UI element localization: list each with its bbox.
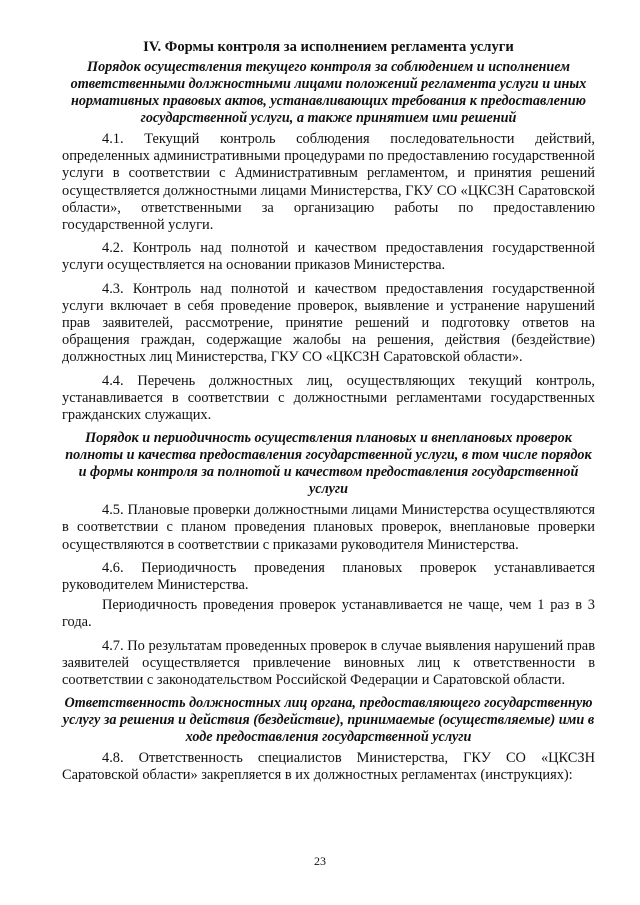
paragraph-4-7: 4.7. По результатам проведенных проверок в случае выявления нарушений прав заявителей осуществляется привлечение виновных лиц к ответственности в соответствии с законодательством Российской Федерации и Саратовской области. xyxy=(62,637,595,689)
subheading-responsibility: Ответственность должностных лиц органа, предоставляющего государственную услугу за решения и действия (бездействие), принимаемые (осуществляемые) ими в ходе предоставления государственной услуги xyxy=(62,695,595,746)
paragraph-4-4: 4.4. Перечень должностных лиц, осуществляющих текущий контроль, устанавливается в соответствии с должностными регламентами государственных гражданских служащих. xyxy=(62,372,595,424)
subheading-current-control: Порядок осуществления текущего контроля за соблюдением и исполнением ответственными должностными лицами положений регламента услуги и иных нормативных правовых актов, устанавливающих требования к предоставлению государственной услуги, а также принятием ими решений xyxy=(70,59,587,126)
section-title: IV. Формы контроля за исполнением регламента услуги xyxy=(143,39,514,55)
paragraph-4-8: 4.8. Ответственность специалистов Министерства, ГКУ СО «ЦКСЗН Саратовской области» закрепляется в их должностных регламентах (инструкциях): xyxy=(62,750,595,784)
subheading-inspections: Порядок и периодичность осуществления плановых и внеплановых проверок полноты и качества предоставления государственной услуги, в том числе порядок и формы контроля за полнотой и качеством предоставления государственной услуги xyxy=(65,430,592,498)
paragraph-4-5: 4.5. Плановые проверки должностными лицами Министерства осуществляются в соответствии с планом проведения плановых проверок, внеплановые проверки осуществляются в соответствии с приказами руководителя Министерства. xyxy=(62,502,595,553)
paragraph-frequency: Периодичность проведения проверок устанавливается не чаще, чем 1 раз в 3 года. xyxy=(62,597,595,631)
paragraph-4-1: 4.1. Текущий контроль соблюдения последовательности действий, определенных административными процедурами по предоставлению государственной услуги в соответствии с Административным регламентом, и принятия решений осуществляется должностными лицами Министерства, ГКУ СО «ЦКСЗН Саратовской области», ответственными за организацию работы по предоставлению государственной услуги. xyxy=(62,131,595,234)
paragraph-4-6: 4.6. Периодичность проведения плановых проверок устанавливается руководителем Министерства. xyxy=(62,559,595,594)
paragraph-4-3: 4.3. Контроль над полнотой и качеством предоставления государственной услуги включает в себя проведение проверок, выявление и устранение нарушений прав заявителей, рассмотрение, принятие решений и подготовку ответов на обращения граждан, содержащие жалобы на решения, действия (бездействие) должностных лиц Министерства, ГКУ СО «ЦКСЗН Саратовской области». xyxy=(62,280,595,366)
document-page xyxy=(62,38,595,791)
page-number: 23 xyxy=(314,854,326,868)
paragraph-4-2: 4.2. Контроль над полнотой и качеством предоставления государственной услуги осуществляется на основании приказов Министерства. xyxy=(62,240,595,274)
